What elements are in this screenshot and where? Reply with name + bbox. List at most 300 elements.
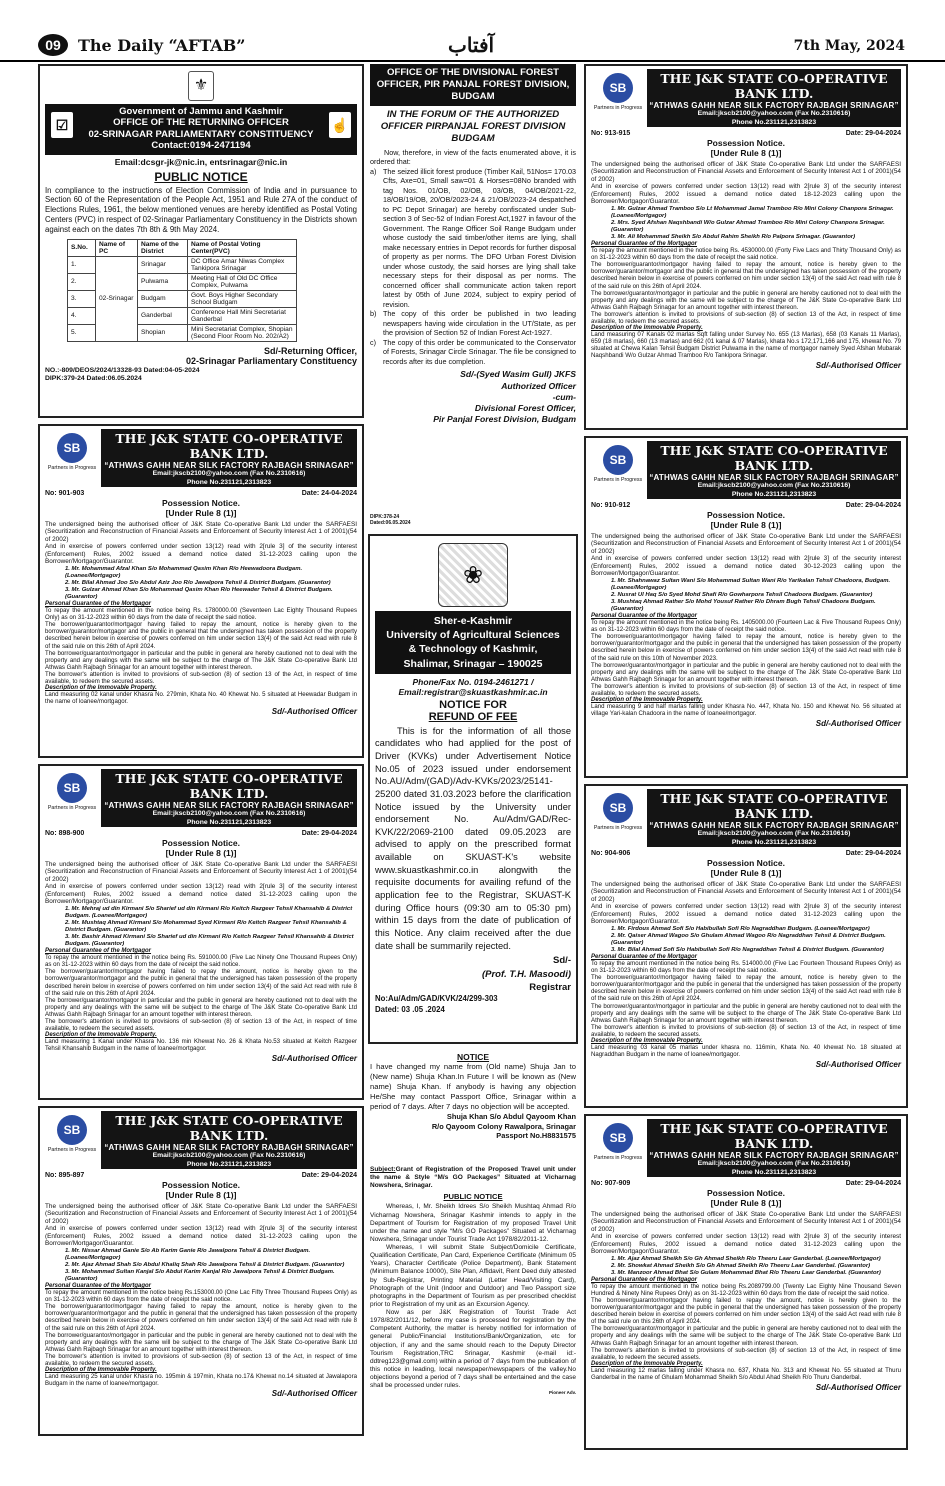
newspaper-name: The Daily “AFTAB”: [78, 36, 246, 55]
bank-header-band: [647, 789, 901, 847]
possession-title: [45, 1181, 357, 1201]
bank-header: [45, 769, 357, 827]
bank-phone: Phone No.231121,2313823: [186, 1160, 272, 1168]
subject-label: Subject:: [370, 1166, 396, 1173]
cell-district: Shopian: [138, 324, 188, 341]
possession-notice-label: Possession Notice.: [162, 498, 240, 508]
bank-logo-tag: Partners in Progress: [47, 1147, 97, 1153]
bank-attention: The borrower's attention is invited to provisions of sub-section (8) of section 13 of the Act, in respect of time available, to redeem the secured assets.: [45, 1017, 357, 1032]
bank-failed: The borrower/guarantor/mortgagor having failed to repay the amount, notice is hereby given to the borrower/guarantor/mortgagor and the public in general that the undersigned has taken possession of the property described herein below in exercise of powers conferred on him under section 13(4) of the said Act read with rule 8 of the said rule on this 26th of April 2024.: [45, 1303, 357, 1332]
bank-notice: [584, 784, 908, 1108]
bank-land: Land measuring 12 marlas falling under Khasra no. 637, Khata No. 313 and Khewat No. 55 situated at Thuru Ganderbal in the name of Ghulam Mohammad Sheikh S/o Abdul Ahad Sheikh R/o Thuru Ganderbal.: [591, 1366, 901, 1381]
bank-logo: [45, 1115, 99, 1163]
bank-header-band: [101, 429, 357, 487]
notice-number: No: 904-906: [591, 850, 631, 857]
immovable-label: Description of the Immovable Property.: [45, 1366, 157, 1373]
uni-sig2: (Prof. T.H. Masoodi): [481, 968, 571, 980]
party-line: 2. Mr. Qaiser Ahmad Wagoo S/o Ghulam Ahmad Wagoo R/o Nagraddhan Tehsil & District Budgam. (Guarantor): [611, 932, 886, 946]
name-notice-signature: [370, 1112, 576, 1141]
bank-motto: “ATHWAS GAHH NEAR SILK FACTORY RAJBAGH SRINAGAR”: [649, 473, 899, 482]
bank-logo: [591, 73, 645, 121]
gov-line2: OFFICE OF THE RETURNING OFFICER: [113, 117, 289, 129]
party-line: 2. Mr. Bilal Ahmad Joo S/o Abdul Aziz Joo R/o Jawalpora Tehsil & District Budgam. (Guarantor): [65, 579, 331, 586]
bank-header-band: [647, 441, 901, 499]
bank-repay: To repay the amount mentioned in the notice being Rs. 514000.00 (Five Lac Fourteen Thousand Rupees Only) as on 31-12-2023 within 60 days from the date of receipt the said notice.: [591, 960, 901, 975]
forest-sig3: -cum-: [552, 391, 576, 402]
bank-failed: The borrower/guarantor/mortgagor having failed to repay the amount, notice is hereby given to the borrower/guarantor/mortgagor and the public in general that the undersigned has taken possession of the property described herein below in exercise of powers conferred on him under section 13(4) of the said Act read with rule 8 of the said rule on this 26th of April 2024.: [45, 968, 357, 997]
bank-demand: And in exercise of powers conferred under section 13(12) read with 2[rule 3] of the security interest (Enforcement) Rules, 2002 issued a demand notice dated 31-12-2023 calling upon the Borrower/Mortgagor/Guarantor.: [45, 883, 357, 906]
bank-emblem-icon: SB: [57, 773, 87, 803]
bank-attention: The borrower's attention is invited to provisions of sub-section (8) of section 13 of the Act, in respect of time available, to redeem the secured assets.: [591, 1346, 901, 1361]
possession-title: [45, 839, 357, 859]
gov-line1: Government of Jammu and Kashmir: [119, 106, 283, 117]
voter-finger-icon: ☝: [329, 112, 351, 138]
bank-motto: “ATHWAS GAHH NEAR SILK FACTORY RAJBAGH SRINAGAR”: [649, 1151, 899, 1160]
possession-rule: [Under Rule 8 (1)]: [165, 507, 237, 518]
bank-phone: Phone No.231121,2313823: [731, 1168, 817, 1176]
possession-notice-label: Possession Notice.: [707, 1188, 785, 1198]
bank-failed: The borrower/guarantor/mortgagor having failed to repay the amount, notice is hereby given to the borrower/guarantor/mortgagor and the public in general that the undersigned has taken possession of the property described herein below in exercise of powers conferred on him under section 13(4) of the said Act read with rule 8 of the said rule on this 26th of April 2024.: [591, 974, 901, 1003]
uni-band1: Sher-e-Kashmir: [433, 615, 513, 627]
gov-line3: 02-SRINAGAR PARLIAMENTARY CONSTITUENCY: [88, 128, 314, 140]
bank-attention: The borrower's attention is invited to provisions of sub-section (8) of section 13 of the Act, in respect of time available, to redeem the secured assets.: [591, 682, 901, 697]
uni-body: This is for the information of all those candidates who had applied for the post of Driver (KVKs) under Advertisement Notice No.05 of 2023 issued under endorsement No.AU/Adm/(GAD)/Adv-KVKs/2023/25141-25200 dated 31.03.2023 before the clarification Notice issued by the University under endorsement No. Au/Adm/GAD/Rec-KVK/22/2069-2100 dated 09.05.2023 are advised to apply on the prescribed format available on SKUAST-K's website www.skuastkashmir.co.in alongwith the requisite documents for availing refund of the application fee to the Registrar, SKUAST-K during Office hours (09:30 am to 05:30 pm) within 15 days from the date of publication of this Notice. Any claim received after the due date shall be summarily rejected.: [375, 725, 571, 951]
possession-notice-label: Possession Notice.: [162, 838, 240, 848]
party-line: 2. Nusrat Ul Haq S/o Syed Mohd Shafi R/o Gowharpora Tehsil Chadoora Budgam. (Guarantor): [611, 591, 873, 598]
bank-phone: Phone No.231121,2313823: [731, 118, 817, 126]
bank-intro: The undersigned being the authorised officer of J&K State Co-operative Bank Ltd under the SARFAESI (Securitization and Reconstruction of Financial Assets and Enforcement of Security Interest Act 1 of 2001)(54 of 2002): [591, 532, 901, 555]
bank-logo-tag: Partners in Progress: [47, 465, 97, 471]
possession-rule: [Under Rule 8 (1)]: [710, 867, 782, 878]
authorised-officer: Sd/-Authorised Officer: [815, 361, 901, 371]
uni-dated: Dated: 03 .05 .2024: [375, 1005, 445, 1015]
authorised-officer: Sd/-Authorised Officer: [815, 1382, 901, 1392]
bank-intro: The undersigned being the authorised officer of J&K State Co-operative Bank Ltd under the SARFAESI (Securitization and Reconstruction of Financial Assets and Enforcement of Security Interest Act 1 of 2001)(54 of 2002): [45, 1202, 357, 1225]
bank-email: Email:jkscb2100@yahoo.com (Fax No.2310616): [152, 1152, 306, 1160]
bank-logo: [591, 793, 645, 841]
possession-title: [591, 511, 901, 531]
bank-emblem-icon: SB: [603, 73, 633, 103]
bank-land: Land measuring 1 Kanal under Khasra No. 136 min Khewat No. 26 & Khata No.53 situated at Keitch Razgeer Tehsil Khansahib Budgam in the name of loanee/mortgagor.: [45, 1037, 357, 1053]
bank-header-band: [647, 69, 901, 127]
bank-caution: The borrower/guarantor/mortgagor in particular and the public in general are hereby cautioned not to deal with the property and any dealings with the same will be subject to the charge of The J&K State Co-operative Bank Ltd Athwas Gahh Rajbagh Srinagar for an amount together with interest thereon.: [591, 1325, 901, 1347]
cell-district: Srinagar: [138, 256, 188, 273]
possession-title: [591, 139, 901, 159]
bank-logo: [591, 445, 645, 493]
possession-title: [45, 499, 357, 519]
cell-district: Pulwama: [138, 273, 188, 290]
uni-title1: NOTICE FOR: [439, 698, 507, 711]
travel-body3: Now as per J&K Registration of Tourist Trade Act 1978/82/2011/12, before my case is processed for registration by the Competent Authority, the matter is hereby notified for information of general Public/Financial Institutions/Bank/Organization, etc for objection, if any and the same should reach to the Deputy Director Tourism Registration,TRC Srinagar, Kashmir (e-mail id:-ddtreg123@gmail.com) within a period of 7 days from the publication of this notice in leading, local newspaper/newspapers of the valley.No objections beyond a period of 7 days shall be entertained and the case shall be processed under rules.: [370, 1309, 576, 1390]
middle-column: [368, 64, 578, 1486]
bank-failed: The borrower/guarantor/mortgagor having failed to repay the amount, notice is hereby given to the borrower/guarantor/mortgagor and the public in general that the undersigned has taken possession of the property described herein below in exercise of powers conferred on him under section 13(4) of the said Act read with rule 8 of the said rule on this 26th of April 2024.: [591, 261, 901, 290]
national-emblem-icon: ⚜: [188, 71, 214, 101]
bank-failed: The borrower/guarantor/mortgagor having failed to repay the amount, notice is hereby given to the borrower/guarantor/mortgagor and the public in general that the undersigned has taken possession of the property described herein below in exercise of powers conferred on him under section 13(4) of the said Act read with rule 8 of the said rule on this 10th of November 2023.: [591, 633, 901, 662]
th-pvc: Name of Postal Voting Center(PVC): [188, 239, 297, 256]
notice-ref-row: [591, 130, 901, 137]
bank-email: Email:jkscb2100@yahoo.com (Fax No.2310616): [697, 830, 851, 838]
party-line: 2. Mr. Ajaz Ahmad Shah S/o Abdul Khaliq Shah R/o Jawalpora Tehsil & District Budgam. (Guarantor): [65, 1261, 345, 1268]
uni-band4: Shalimar, Srinagar – 190025: [403, 657, 543, 670]
gov-notice-title: PUBLIC NOTICE: [154, 169, 248, 184]
bank-repay: To repay the amount mentioned in the notice being Rs. 1405000.00 (Fourteen Lac & Five Thousand Rupees Only) as on 31-12-2023 within 60 days from the date of receipt the said notice.: [591, 619, 901, 634]
guarantee-label: Personal Guarantee of the Mortgagor: [591, 241, 698, 248]
party-line: 2. Mr. Mushtaq Ahmad Kirmani S/o Mohammad Syed Kirmani R/o Keitch Razgeer Tehsil Khansahib & District Budgam. (Guarantor): [65, 919, 347, 934]
authorised-officer: Sd/-Authorised Officer: [271, 707, 357, 717]
party-line: 3. Mr. Gulzar Ahmad Khan S/o Mohammad Qasim Khan R/o Heewader Tehsil & District Budgam. (Guarantor): [65, 587, 333, 601]
guarantee-label: Personal Guarantee of the Mortgagor: [591, 954, 698, 961]
bank-header-band: [647, 1119, 901, 1177]
bank-land: Land measuring 02 kanal under Khasra No. 279min, Khata No. 40 Khewat No. 5 situated at Heewadar Budgam in the name of loanee/mortgagor.: [45, 690, 357, 705]
possession-notice-label: Possession Notice.: [162, 1180, 240, 1190]
bank-header: [45, 429, 357, 487]
bank-logo: [45, 433, 99, 481]
gov-public-notice: [38, 64, 364, 418]
bank-motto: “ATHWAS GAHH NEAR SILK FACTORY RAJBAGH SRINAGAR”: [104, 1143, 354, 1152]
forest-intro: Now, therefore, in view of the facts enumerated above, it is ordered that:: [370, 147, 576, 167]
cell-sno: 1.: [68, 256, 96, 273]
bank-land: Land measuring 03 kanal 05 marlas under khasra no. 116min, Khata No. 40 khewat No. 18 situated at Nagraddhan Budgam in the name of loanee/mortgagor.: [591, 1043, 901, 1058]
notice-number: No: 910-912: [591, 502, 631, 509]
notice-date: Date: 24-04-2024: [301, 490, 357, 497]
gov-ref1: NO.:-809/DEOS/2024/13328-93 Dated:04-05-2024: [45, 367, 200, 375]
bank-email: Email:jkscb2100@yahoo.com (Fax No.2310616): [697, 482, 851, 490]
bank-emblem-icon: SB: [603, 1123, 633, 1153]
pvc-table-header: [68, 239, 297, 256]
notice-number: No: 913-915: [591, 130, 631, 137]
notice-date: Date: 29-04-2024: [301, 830, 357, 837]
notice-ref-row: [591, 850, 901, 857]
bank-emblem-icon: SB: [603, 793, 633, 823]
bank-phone: Phone No.231121,2313823: [186, 818, 272, 826]
bank-attention: The borrower's attention is invited to provisions of sub-section (8) of section 13 of the Act, in respect of time available, to redeem the secured assets.: [45, 1352, 357, 1367]
cell-pvc: Conference Hall Mini Secretariat Ganderbal: [188, 307, 297, 324]
uni-sig1: Sd/-: [553, 955, 571, 967]
page-number: 09: [38, 34, 68, 56]
bank-header: [591, 441, 901, 499]
bank-repay: To repay the amount mentioned in the notice being Rs. 1780000.00 (Seventeen Lac Eighty Thousand Rupees Only) as on 31-12-2023 within 60 days from the date of receipt the said notice.: [45, 607, 357, 622]
immovable-label: Description of the Immovable Property.: [45, 684, 157, 691]
gov-sig2: 02-Srinagar Parliamentary Constituency: [185, 356, 357, 367]
notice-date: Date: 29-04-2024: [845, 1180, 901, 1187]
notice-ref-row: [45, 1172, 357, 1179]
uni-band3: & Technology of Kashmir,: [408, 643, 538, 656]
item-key: b): [370, 309, 377, 319]
th-sno: S.No.: [68, 239, 96, 256]
travel-unit-notice: [368, 1164, 578, 1486]
bank-repay: To repay the amount mentioned in the notice being Rs. 4530000.00 (Forty Five Lacs and Thirty Thousand Only) as on 31-12-2023 within 60 days from the date of receipt the said notice.: [591, 247, 901, 262]
bank-name: THE J&K STATE CO-OPERATIVE BANK LTD.: [115, 771, 343, 801]
bank-notice: [38, 764, 364, 1100]
list-item: [370, 309, 576, 338]
immovable-label: Description of the Immovable Property.: [591, 324, 703, 331]
notice-number: No: 898-900: [45, 830, 85, 837]
uni-signature: [375, 954, 571, 994]
bank-notice: [38, 1106, 364, 1436]
bank-emblem-icon: SB: [57, 433, 87, 463]
bank-emblem-icon: SB: [603, 445, 633, 475]
cell-pvc: Mini Secretariat Complex, Shopian (Second Floor Room No. 202/A2): [188, 324, 297, 341]
bank-motto: “ATHWAS GAHH NEAR SILK FACTORY RAJBAGH SRINAGAR”: [104, 461, 354, 470]
guarantee-label: Personal Guarantee of the Mortgagor: [591, 1277, 698, 1284]
immovable-label: Description of the Immovable Property.: [591, 696, 703, 703]
bank-intro: The undersigned being the authorised officer of J&K State Co-operative Bank Ltd under the SARFAESI (Securitization and Reconstruction of Financial Assets and Enforcement of Security Interest Act 1 of 2001)(54 of 2002): [591, 160, 901, 183]
bank-header-band: [101, 769, 357, 827]
bank-repay: To repay the amount mentioned in the notice being Rs.2089799.00 (Twenty Lac Eighty Nine Thousand Seven Hundred & Ninety Nine Rupees Only) as on 31-12-2023 within 60 days from the date of receipt the said notice.: [591, 1283, 901, 1298]
bank-motto: “ATHWAS GAHH NEAR SILK FACTORY RAJBAGH SRINAGAR”: [104, 801, 354, 810]
bank-logo-tag: Partners in Progress: [47, 805, 97, 811]
bank-name: THE J&K STATE CO-OPERATIVE BANK LTD.: [115, 431, 343, 461]
cell-pc: 02-Srinagar: [96, 256, 138, 341]
forest-items: [370, 167, 576, 367]
bank-attention: The borrower's attention is invited to provisions of sub-section (8) of section 13 of the Act, in respect of time available, to redeem the secured assets.: [45, 670, 357, 685]
cell-sno: 2.: [68, 273, 96, 290]
bank-caution: The borrower/guarantor/mortgagor in particular and the public in general are hereby cautioned not to deal with the property and any dealings with the same will be subject to the charge of The J&K State Co-operative Bank Ltd Athwas Gahh Rajbagh Srinagar for an amount together with interest thereon.: [45, 1331, 357, 1353]
bank-name: THE J&K STATE CO-OPERATIVE BANK LTD.: [660, 791, 888, 821]
notice-ref-row: [45, 490, 357, 497]
forest-subheader: IN THE FORUM OF THE AUTHORIZED OFFICER PIRPANJAL FOREST DIVISION BUDGAM: [380, 108, 566, 144]
bank-name: THE J&K STATE CO-OPERATIVE BANK LTD.: [115, 1113, 343, 1143]
party-line: 1. Mr. Ajaz Ahmad Sheikh S/o Gh Ahmad Sheikh R/o Theeru Laar Ganderbal. (Loanee/Mortgagor): [611, 1255, 881, 1262]
guarantee-label: Personal Guarantee of the Mortgagor: [591, 613, 698, 620]
bank-email: Email:jkscb2100@yahoo.com (Fax No.2310616): [152, 810, 306, 818]
forest-sig4: Divisional Forest Officer,: [474, 402, 576, 413]
party-line: 3. Mr. Ali Mohammad Sheikh S/o Abdul Rahim Sheikh R/o Palpora Srinagar. (Guarantor): [611, 234, 856, 241]
bank-demand: And in exercise of powers conferred under section 13(12) read with 2[rule 3] of the security interest (Enforcement) Rules, 2002 issued a demand notice dated 30-12-2023 calling upon the Borrower/Mortgagor/Guarantor.: [591, 555, 901, 578]
party-line: 1. Mr. Nissar Ahmad Ganie S/o Ab Karim Ganie R/o Jawalpora Tehsil & District Budgam. (Loanee/Mortgagor): [65, 1247, 311, 1261]
bank-header: [45, 1111, 357, 1169]
forest-header: OFFICE OF THE DIVISIONAL FOREST OFFICER, PIR PANJAL FOREST DIVISION, BUDGAM: [370, 64, 576, 106]
forest-dipk: DIPK:378-24 Dated:06.05.2024: [370, 514, 411, 526]
forest-sig2: Authorized Officer: [501, 380, 576, 391]
bank-intro: The undersigned being the authorised officer of J&K State Co-operative Bank Ltd under the SARFAESI (Securitization and Reconstruction of Financial Assets and Enforcement of Security Interest Act 1 of 2001)(54 of 2002): [45, 860, 357, 883]
name-notice-title: NOTICE: [456, 1052, 490, 1062]
bank-logo: [591, 1123, 645, 1171]
bank-demand: And in exercise of powers conferred under section 13(12) read with 2[rule 3] of the security interest (Enforcement) Rules, 2002 issued a demand notice dated 18-12-2023 calling upon the Borrower/Mortgagor/Guarantor.: [591, 183, 901, 206]
bank-name: THE J&K STATE CO-OPERATIVE BANK LTD.: [660, 443, 888, 473]
bank-email: Email:jkscb2100@yahoo.com (Fax No.2310616): [152, 470, 306, 478]
notice-date: Date: 29-04-2024: [845, 130, 901, 137]
guarantee-label: Personal Guarantee of the Mortgagor: [45, 1283, 152, 1290]
ballot-box-icon: ☑: [51, 112, 73, 138]
party-line: 2. Mr. Showkat Ahmad Sheikh S/o Gh Ahmad Sheikh R/o Theeru Laar Ganderbal. (Guarantor): [611, 1262, 871, 1269]
bank-header-band: [101, 1111, 357, 1169]
bank-attention: The borrower's attention is invited to provisions of sub-section (8) of section 13 of the Act, in respect of time available, to redeem the secured assets.: [591, 1023, 901, 1038]
notice-ref-row: [591, 1180, 901, 1187]
notice-number: No: 901-903: [45, 490, 85, 497]
possession-title: [591, 1189, 901, 1209]
bank-logo-tag: Partners in Progress: [593, 477, 643, 483]
party-line: 3. Mr. Bilal Ahmad Sofi S/o Habibullah Sofi R/o Nagraddhan Tehsil & District Budgam. (Guarantor): [611, 947, 884, 954]
cell-sno: 3.: [68, 290, 96, 307]
immovable-label: Description of the Immovable Property.: [591, 1037, 703, 1044]
gov-ref2: DIPK:379-24 Dated:06.05.2024: [45, 375, 142, 383]
cell-sno: 5.: [68, 324, 96, 341]
bank-logo-tag: Partners in Progress: [593, 825, 643, 831]
bank-attention: The borrower's attention is invited to provisions of sub-section (8) of section 13 of the Act, in respect of time available, to redeem the secured assets.: [591, 310, 901, 325]
cell-sno: 4.: [68, 307, 96, 324]
university-header: [375, 611, 571, 674]
gov-contact: Contact:0194-2471194: [151, 140, 251, 152]
bank-name: THE J&K STATE CO-OPERATIVE BANK LTD.: [660, 71, 888, 101]
notice-date: Date: 29-04-2024: [301, 1172, 357, 1179]
right-column: [584, 64, 908, 1450]
forest-notice: [368, 64, 578, 528]
forest-body: [370, 148, 576, 367]
party-line: 1. Mr. Mohammad Afzal Khan S/o Mohammad Qasim Khan R/o Heewadoora Budgam. (Loanee/Mortgagor): [65, 565, 303, 579]
cell-pvc: Govt. Boys Higher Secondary School Budgam: [188, 290, 297, 307]
bank-failed: The borrower/guarantor/mortgagor having failed to repay the amount, notice is hereby given to the borrower/guarantor/mortgagor and the public in general that the undersigned has taken possession of the property described herein below in exercise of powers conferred on him under section 13(4) of the said Act read with rule 8 of the said rule on this 26th of April 2024.: [45, 621, 357, 650]
bank-intro: The undersigned being the authorised officer of J&K State Co-operative Bank Ltd under the SARFAESI (Securitization and Reconstruction of Financial Assets and Enforcement of Security Interest Act 1 of 2001)(54 of 2002): [45, 520, 357, 543]
bank-email: Email:jkscb2100@yahoo.com (Fax No.2310616): [697, 110, 851, 118]
possession-notice-label: Possession Notice.: [707, 858, 785, 868]
uni-title2: REFUND OF FEE: [428, 710, 518, 723]
name-sig3: Passport No.H8831575: [496, 1131, 576, 1141]
forest-sig1: Sd/-(Syed Wasim Gull) JKFS: [460, 369, 576, 380]
party-line: 1. Mr. Mehraj ud din Kirmani S/o Sharief ud din Kirmani R/o Keitch Razgeer Tehsil Khansahib & District Budgam. (Loanee/Mortgagor): [65, 905, 353, 919]
th-pc: Name of PC: [96, 239, 138, 256]
gov-email: Email:dcsgr-jk@nic.in, entsrinagar@nic.in: [114, 156, 288, 167]
possession-notice-label: Possession Notice.: [707, 510, 785, 520]
party-line: 2. Mrs. Syed Afshan Naqshbandi W/o Gulzar Ahmad Tramboo R/o Mini Colony Chanpora Srinagar. (Guarantor): [611, 219, 885, 234]
bank-phone: Phone No.231121,2313823: [731, 838, 817, 846]
bank-demand: And in exercise of powers conferred under section 13(12) read with 2[rule 3] of the security interest (Enforcement) Rules, 2002 issued a demand notice dated 31-12-2023 calling upon the Borrower/Mortgagor/Guarantor.: [591, 1233, 901, 1256]
bank-logo: [45, 773, 99, 821]
possession-title: [591, 859, 901, 879]
party-line: 3. Mr. Bashir Ahmad Kirmani S/o Sharief ud din Kirmani R/o Keitch Razgeer Tehsil Khansahib & District Budgam. (Guarantor): [65, 934, 354, 948]
uni-sig3: Registrar: [529, 981, 571, 993]
uni-ref: No:Au/Adm/GAD/KVK/24/299-303: [375, 994, 498, 1004]
immovable-label: Description of the Immovable Property.: [45, 1031, 157, 1038]
university-notice: [368, 534, 578, 1044]
bank-caution: The borrower/guarantor/mortgagor in particular and the public in general are hereby cautioned not to deal with the property and any dealings with the same will be subject to the charge of The J&K State Co-operative Bank Ltd Athwas Gahh Rajbagh Srinagar for an amount together with interest thereon.: [591, 289, 901, 311]
name-sig1: Shuja Khan S/o Abdul Qayoom Khan: [446, 1112, 576, 1122]
immovable-label: Description of the Immovable Property.: [591, 1360, 703, 1367]
uni-phone: Phone/Fax No. 0194-2461271 /: [412, 676, 534, 687]
bank-header: [591, 69, 901, 127]
pvc-table: [67, 239, 297, 342]
notice-ref-row: [591, 502, 901, 509]
bank-intro: The undersigned being the authorised officer of J&K State Co-operative Bank Ltd under the SARFAESI (Securitization and Reconstruction of Financial Assets and Enforcement of Security Interest Act 1 of 2001)(54 of 2002): [591, 880, 901, 903]
bank-header: [591, 1119, 901, 1177]
bank-demand: And in exercise of powers conferred under section 13(12) read with 2[rule 3] of the security interest (Enforcement) Rules, 2002 issued a demand notice dated 31-12-2023 calling upon the Borrower/Mortgagor/Guarantor.: [45, 1225, 357, 1248]
authorised-officer: Sd/-Authorised Officer: [271, 1389, 357, 1399]
authorised-officer: Sd/-Authorised Officer: [815, 719, 901, 729]
bank-demand: And in exercise of powers conferred under section 13(12) read with 2[rule 3] of the security interest (Enforcement) Rules, 2002 issued a demand notice dated 31-12-2023 calling upon the Borrower/Mortgagor/Guarantor.: [591, 903, 901, 926]
possession-rule: [Under Rule 8 (1)]: [710, 519, 782, 530]
bank-motto: “ATHWAS GAHH NEAR SILK FACTORY RAJBAGH SRINAGAR”: [649, 101, 899, 110]
name-change-notice: [368, 1050, 578, 1160]
bank-header: [591, 789, 901, 847]
left-column: [38, 64, 364, 1436]
item-text: The copy of this order be communicated to the Conservator of Forests, Srinagar Circle Srinagar. The file be consigned to records after its due completion.: [383, 337, 576, 366]
possession-rule: [Under Rule 8 (1)]: [710, 1197, 782, 1208]
name-notice-body: I have changed my name from (Old name) Shuja Jan to (New name) Shuja Khan.In Future I will be known as (New name) Shuja Khan. If anybody is having any objection He/She may contact Passport Office, Srinagar within a period of 7 days. After 7 days no objection will be accepted.: [370, 1062, 576, 1112]
bank-notice: [38, 424, 364, 758]
list-item: [370, 167, 576, 310]
bank-caution: The borrower/guarantor/mortgagor in particular and the public in general are hereby cautioned not to deal with the property and any dealings with the same will be subject to the charge of The J&K State Co-operative Bank Ltd Athwas Gahh Rajbagh Srinagar for an amount together with interest thereon.: [45, 996, 357, 1018]
bank-notice: [584, 1114, 908, 1450]
issue-date: 7th May, 2024: [793, 38, 905, 54]
bank-intro: The undersigned being the authorised officer of J&K State Co-operative Bank Ltd under the SARFAESI (Securitization and Reconstruction of Financial Assets and Enforcement of Security Interest Act 1 of 2001)(54 of 2002): [591, 1210, 901, 1233]
item-key: a): [370, 166, 377, 176]
bank-land: Land measuring 07 Kanals 02 marlas Sqft falling under Survey No. 655 (13 Marlas), 658 (03 Kanals 11 Marlas), 659 (18 marlas), 660 (13 marlas) and 662 (01 kanal & 07 Marlas), khata No.s 172,171,166 and 175, khewat No. 79 situated at Chewa Kalan Tehsil Budgam District Pulwama in the name of mortgagor namely Syed Afshan Mubarak Naqshbandi W/o Gulzar Ahmad Tramboo R/o Tankipora Srinagar.: [591, 330, 901, 360]
travel-body1: Whereas, I, Mr. Sheikh Idrees S/o Sheikh Mushtaq Ahmad R/o Vicharnag Nowshera, Srinagar Kashmir intends to apply in the Department of Tourism for Registration of my proposed Travel Unit under the name and style “M/s GO Packages” Situated at Vicharnag Nowshera, Srinagar under Tourist Trade Act 1978/82/2011-12.: [370, 1203, 576, 1243]
bank-caution: The borrower/guarantor/mortgagor in particular and the public in general are hereby cautioned not to deal with the property and any dealings with the same will be subject to the charge of The J&K State Co-operative Bank Ltd Athwas Gahh Rajbagh Srinagar for an amount together with interest thereon.: [45, 649, 357, 671]
bank-logo-tag: Partners in Progress: [593, 1155, 643, 1161]
gov-sig1: Sd/-Returning Officer,: [263, 345, 357, 356]
possession-rule: [Under Rule 8 (1)]: [165, 847, 237, 858]
bank-notice: [584, 436, 908, 778]
gov-signature: [45, 346, 357, 368]
possession-notice-label: Possession Notice.: [707, 138, 785, 148]
notice-date: Date: 29-04-2024: [845, 850, 901, 857]
bank-repay: To repay the amount mentioned in the notice being Rs. 591000.00 (Five Lac Ninety One Thousand Rupees Only) as on 31-12-2023 within 60 days from the date of receipt the said notice.: [45, 954, 357, 969]
possession-rule: [Under Rule 8 (1)]: [710, 147, 782, 158]
forest-signature: [370, 369, 576, 425]
item-key: c): [370, 337, 376, 347]
bank-repay: To repay the amount mentioned in the notice being Rs.153000.00 (One Lac Fifty Three Thousand Rupees Only) as on 31-12-2023 within 60 days from the date of receipt the said notice.: [45, 1289, 357, 1304]
notice-date: Date: 29-04-2024: [845, 502, 901, 509]
bank-emblem-icon: SB: [57, 1115, 87, 1145]
item-text: The copy of this order be published in two leading newspapers having wide circulation in the UT/State, as per the provision of Section 52 of Indian Forest Act-1927.: [383, 309, 576, 338]
party-line: 1. Mr. Shahnawaz Sultan Wani S/o Mohammad Sultan Wani R/o Yarikalan Tehsil Chadoora, Budgam. (Loanee/Mortgagor): [611, 577, 891, 591]
authorised-officer: Sd/-Authorised Officer: [815, 1059, 901, 1069]
guarantee-label: Personal Guarantee of the Mortgagor: [45, 948, 152, 955]
bank-caution: The borrower/guarantor/mortgagor in particular and the public in general are hereby cautioned not to deal with the property and any dealings with the same will be subject to the charge of The J&K State Co-operative Bank Ltd Athwas Gahh Rajbagh Srinagar for an amount together with interest thereon.: [591, 1002, 901, 1024]
forest-sig5: Pir Panjal Forest Division, Budgam: [433, 414, 576, 425]
bank-email: Email:jkscb2100@yahoo.com (Fax No.2310616): [697, 1160, 851, 1168]
th-district: Name of the District: [138, 239, 188, 256]
list-item: [370, 338, 576, 367]
party-line: 3. Mushtaq Ahmad Rather S/o Mohd Yousuf Rather R/o Dhram Bugh Tehsil Chadoora Budgam. (Guarantor): [611, 599, 876, 613]
bank-land: Land measuring 9 and half marlas falling under Khasra No. 447, Khata No. 150 and Khewat No. 56 situated at village Yari-kalan Chadoora in the name of loanee/mortgagor.: [591, 702, 901, 717]
cell-pvc: DC Office Amar Niwas Complex Tankipora Srinagar: [188, 256, 297, 273]
bank-logo-tag: Partners in Progress: [593, 105, 643, 111]
uni-band2: University of Agricultural Sciences: [386, 629, 560, 642]
university-logo-icon: ❀: [438, 543, 508, 607]
cell-district: Ganderbal: [138, 307, 188, 324]
bank-phone: Phone No.231121,2313823: [731, 490, 817, 498]
uni-email: Email:registrar@skuastkashmir.ac.in: [398, 686, 548, 697]
possession-rule: [Under Rule 8 (1)]: [165, 1189, 237, 1200]
bank-motto: “ATHWAS GAHH NEAR SILK FACTORY RAJBAGH SRINAGAR”: [649, 821, 899, 830]
bank-demand: And in exercise of powers conferred under section 13(12) read with 2[rule 3] of the security interest (Enforcement) Rules, 2002 issued a demand notice dated 31-12-2023 calling upon the Borrower/Mortgagor/Guarantor.: [45, 543, 357, 566]
bank-caution: The borrower/guarantor/mortgagor in particular and the public in general are hereby cautioned not to deal with the property and any dealings with the same will be subject to the charge of The J&K State Co-operative Bank Ltd Athwas Gahh Rajbagh Srinagar for an amount together with interest thereon.: [591, 661, 901, 683]
party-line: 1. Mr. Firdous Ahmad Sofi S/o Habibullah Sofi R/o Nagraddhan Budgam. (Loanee/Mortgagor): [611, 925, 870, 932]
party-line: 1. Mr. Gulzar Ahmad Tramboo S/o Lt Mohammad Jamal Tramboo R/o Mini Colony Chanpora Srinagar. (Loanee/Mortgagor): [611, 205, 894, 219]
bank-failed: The borrower/guarantor/mortgagor having failed to repay the amount, notice is hereby given to the borrower/guarantor/mortgagor and the public in general that the undersigned has taken possession of the property described herein below in exercise of powers conferred on him under section 13(4) of the said Act read with rule 8 of the said rule on this 26th of April 2024.: [591, 1297, 901, 1326]
travel-subject: [370, 1166, 576, 1190]
bank-name: THE J&K STATE CO-OPERATIVE BANK LTD.: [660, 1121, 888, 1151]
gov-notice-body: In compliance to the instructions of Election Commission of India and in pursuance to Section 60 of the Representation of the People Act, 1951 and Rule 27A of the conduct of Elections Rules, 1961, the below mentioned venues are hereby identified as Postal Voting Centers (PVC) in respect of 02-Srinagar Parliamentary Constituency in the Districts shown against each on the dates 7th 8th & 9th May 2024.: [45, 185, 357, 234]
newspaper-logo: آفتاب: [448, 33, 495, 57]
table-row: [68, 256, 297, 273]
masthead: [0, 0, 945, 62]
party-line: 3. Mr. Manzoor Ahmad Bhat S/o Gulam Mohammad Bhat R/o Theeru Laar Ganderbal. (Guarantor): [611, 1269, 881, 1276]
subject-text: Grant of Registration of the Proposed Travel unit under the name & Style “M/s GO Packages” Situated at Vicharnag Nowshera, Srinagar.: [370, 1166, 576, 1190]
cell-pvc: Meeting Hall of Old DC Office Complex, Pulwama: [188, 273, 297, 290]
party-line: 3. Mr. Mohammad Sultan Kanjal S/o Abdul Karim Kanjal R/o Jawalpora Tehsil & District Budgam. (Guarantor): [65, 1269, 335, 1283]
item-text: The seized illicit forest produce (Timber Kail, 51Nos= 170.03 Cfts, Axe=01, Small saw=01 & Horses=08No branded with tag Nos. 01/OB, 02/OB, 03/OB, 04/OB/2021-22, 18/OB/19/OB, 20/OB/2023-24 & 21/OB/2023-24 despatched to PC Depot Srinagar) are hereby confiscated under Sub-section 3 of Sec-52 of Indian Forest Act,1927 in favour of the Government. The Range Officer Soil Range Budgam under whose custody the said timber/other items are lying, shall make necessary entries in Depot records for further disposal of property as per norms. The DFO Urban Forest Division under whose custody, the said horses are lying shall take necessary steps for their disposal as per norms. The concerned officer shall communicate action taken report latest by 05th of June 2024, subject to expiry period of revision.: [383, 166, 576, 309]
bank-notice: [584, 64, 908, 430]
notice-number: No: 907-909: [591, 1180, 631, 1187]
travel-sig: Pioneer Adv.: [548, 1390, 576, 1396]
name-sig2: R/o Qayoom Colony Rawalpora, Srinagar: [431, 1121, 576, 1131]
bank-phone: Phone No.231121,2313823: [186, 478, 272, 486]
authorised-officer: Sd/-Authorised Officer: [271, 1054, 357, 1064]
gov-header-band: [45, 104, 357, 155]
